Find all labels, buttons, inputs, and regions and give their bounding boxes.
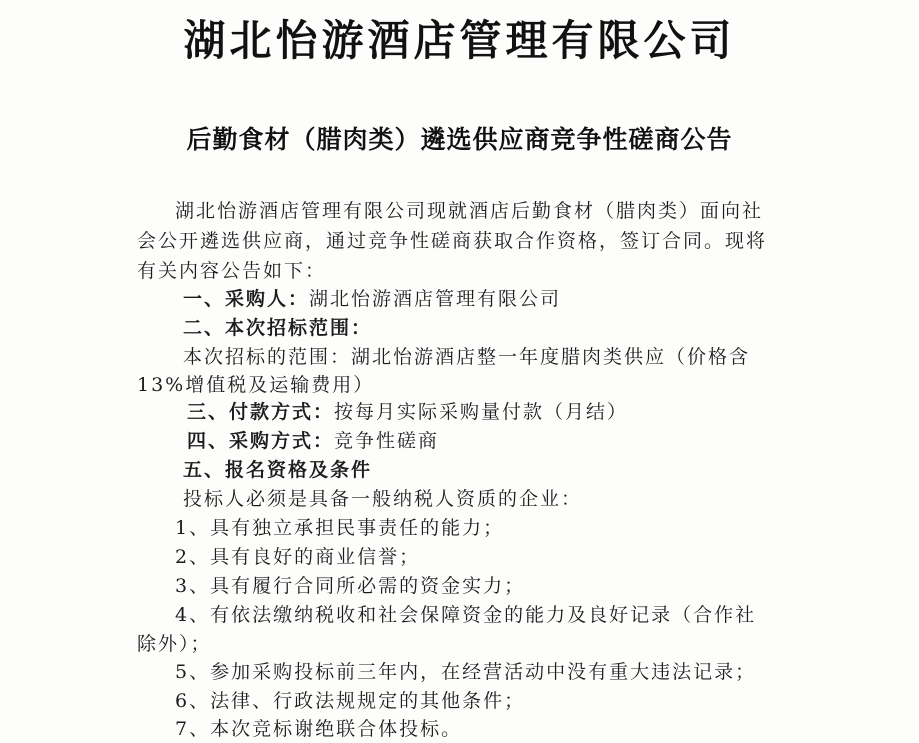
intro-line-3: 有关内容公告如下： [137, 260, 327, 282]
section-purchaser [183, 287, 561, 311]
section-method-heading: 四、采购方式： [187, 430, 335, 452]
section-scope-line-2: 13%增值税及运输费用） [137, 374, 375, 396]
intro-line-2: 会公开遴选供应商，通过竞争性磋商获取合作资格，签订合同。现将 [137, 230, 768, 252]
qualification-item: 2、具有良好的商业信誉； [175, 546, 421, 568]
section-payment-heading: 三、付款方式： [187, 401, 335, 423]
section-qualification-lead: 投标人必须是具备一般纳税人资质的企业： [183, 488, 583, 510]
section-method-value: 竞争性磋商 [334, 430, 440, 452]
company-title: 湖北怡游酒店管理有限公司 [183, 16, 736, 65]
section-payment-value: 按每月实际采购量付款（月结） [334, 401, 629, 423]
qualification-item: 4、有依法缴纳税收和社会保障资金的能力及良好记录（合作社 [175, 604, 757, 626]
intro-line-1: 湖北怡游酒店管理有限公司现就酒店后勤食材（腊肉类）面向社 [175, 200, 764, 222]
section-purchaser-heading: 一、采购人： [183, 288, 310, 310]
qualification-item: 6、法律、行政法规规定的其他条件； [175, 690, 526, 712]
section-scope-heading: 二、本次招标范围： [183, 317, 373, 339]
qualification-item: 5、参加采购投标前三年内，在经营活动中没有重大违法记录； [175, 661, 757, 683]
section-payment [187, 400, 628, 424]
section-purchaser-value: 湖北怡游酒店管理有限公司 [309, 288, 562, 310]
section-scope-line-1: 本次招标的范围：湖北怡游酒店整一年度腊肉类供应（价格含 [183, 346, 751, 368]
qualification-item: 7、本次竞标谢绝联合体投标。 [175, 718, 463, 740]
qualification-item-continued: 除外）； [137, 633, 212, 655]
notice-title: 后勤食材（腊肉类）遴选供应商竞争性磋商公告 [186, 125, 733, 154]
qualification-item: 1、具有独立承担民事责任的能力； [175, 517, 505, 539]
section-qualification-heading: 五、报名资格及条件 [183, 459, 373, 481]
section-method [187, 429, 439, 453]
qualification-item: 3、具有履行合同所必需的资金实力； [175, 575, 526, 597]
